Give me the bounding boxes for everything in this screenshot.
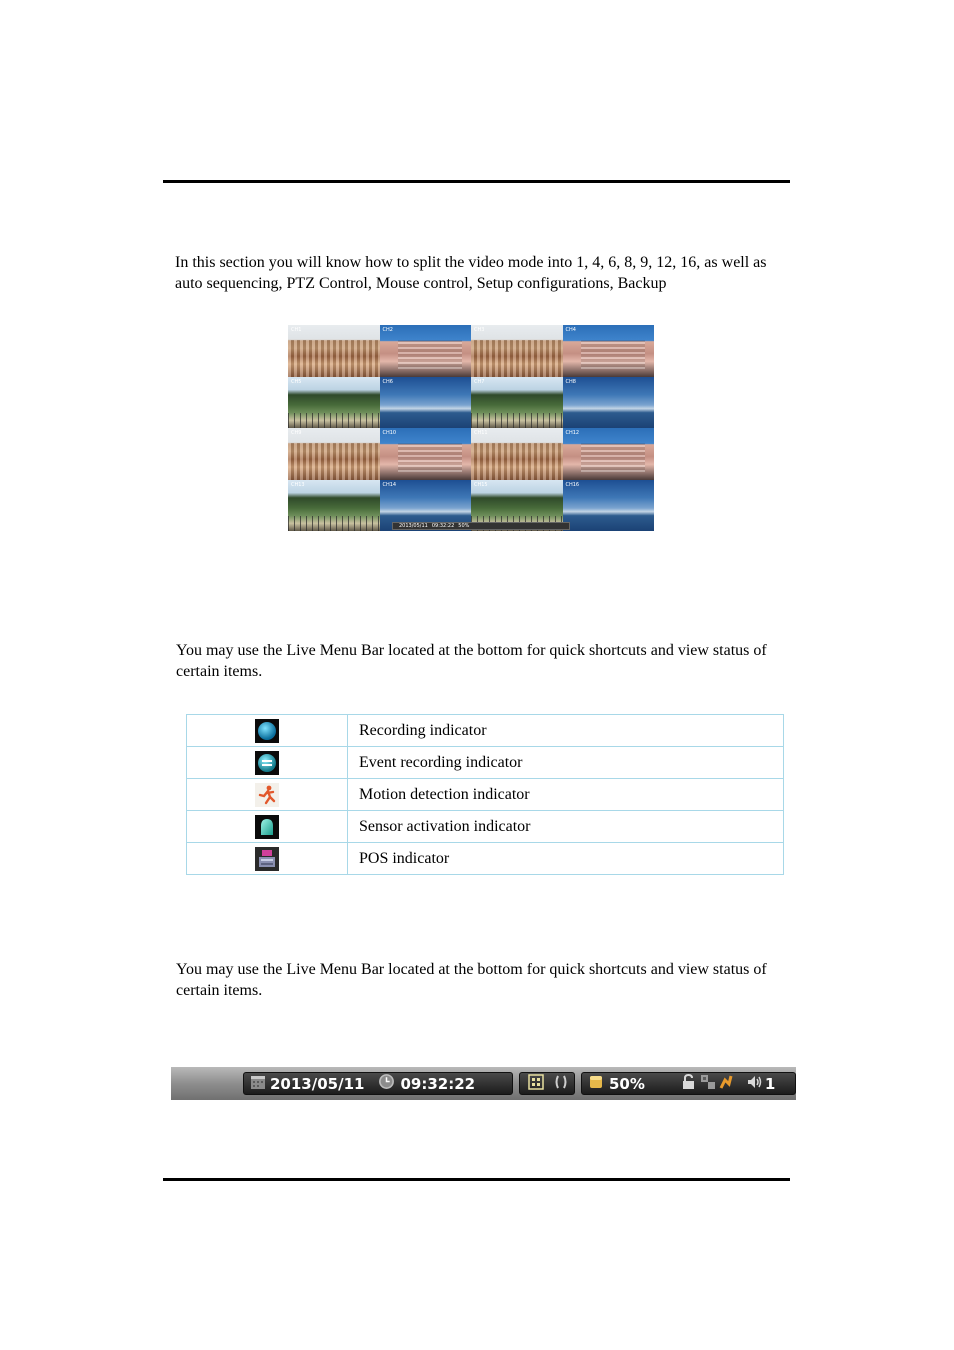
camera-tile: CH10 xyxy=(380,428,472,480)
indicator-label: POS indicator xyxy=(348,843,784,875)
camera-grid-screenshot xyxy=(288,325,654,531)
motion-detection-icon xyxy=(255,783,279,807)
camera-tile: CH7 xyxy=(471,377,563,429)
sensor-activation-icon xyxy=(255,815,279,839)
alarm-icon xyxy=(719,1074,733,1094)
speaker-icon[interactable] xyxy=(747,1074,763,1094)
grid-status-bar xyxy=(392,522,570,530)
camera-tile: CH2 xyxy=(380,325,472,377)
table-row xyxy=(187,747,784,779)
menubar-hdd-usage: 50% xyxy=(609,1074,645,1093)
camera-tile: CH4 xyxy=(563,325,655,377)
indicator-table xyxy=(186,714,784,875)
camera-tile: CH12 xyxy=(563,428,655,480)
live-menu-paragraph-1: You may use the Live Menu Bar located at the bottom for quick shortcuts and view status of certain items. xyxy=(176,642,767,680)
grid-status-date: 2013/05/11 xyxy=(399,523,428,529)
camera-tile: CH15 xyxy=(471,480,563,532)
indicator-label: Event recording indicator xyxy=(348,747,784,779)
menubar-audio-channel: 1 xyxy=(764,1074,776,1093)
hdd-icon xyxy=(588,1074,604,1094)
pos-icon xyxy=(255,847,279,871)
calendar-icon xyxy=(250,1074,266,1094)
camera-tile: CH6 xyxy=(380,377,472,429)
datetime-segment[interactable] xyxy=(243,1072,513,1095)
network-icon xyxy=(700,1074,716,1094)
table-row xyxy=(187,715,784,747)
table-row xyxy=(187,843,784,875)
indicator-label: Recording indicator xyxy=(348,715,784,747)
indicator-label: Motion detection indicator xyxy=(348,779,784,811)
clock-icon xyxy=(378,1073,395,1094)
menubar-time: 09:32:22 xyxy=(400,1074,476,1093)
table-row xyxy=(187,779,784,811)
camera-tile: CH3 xyxy=(471,325,563,377)
indicator-label: Sensor activation indicator xyxy=(348,811,784,843)
camera-tile: CH9 xyxy=(288,428,380,480)
split-view-icon[interactable] xyxy=(528,1074,544,1094)
grid-status-time: 09:32:22 xyxy=(431,523,455,529)
camera-tile: CH13 xyxy=(288,480,380,532)
table-row xyxy=(187,811,784,843)
event-recording-icon xyxy=(255,751,279,775)
live-menu-paragraph-2: You may use the Live Menu Bar located at the bottom for quick shortcuts and view status of certain items. xyxy=(176,961,767,999)
recording-icon xyxy=(255,719,279,743)
intro-paragraph: In this section you will know how to split the video mode into 1, 4, 6, 8, 9, 12, 16, as well as auto sequencing, PTZ Control, Mouse control, Setup configurations, Backup xyxy=(175,254,767,292)
header-rule xyxy=(163,180,790,183)
camera-tile: CH14 xyxy=(380,480,472,532)
camera-tile: CH5 xyxy=(288,377,380,429)
status-segment xyxy=(581,1072,796,1095)
live-menu-bar xyxy=(171,1067,796,1100)
grid-status-hdd: 50% xyxy=(458,523,470,529)
menubar-date: 2013/05/11 xyxy=(270,1074,365,1093)
footer-rule xyxy=(163,1178,790,1181)
camera-tile: CH8 xyxy=(563,377,655,429)
camera-tile: CH1 xyxy=(288,325,380,377)
sequence-icon[interactable] xyxy=(554,1074,568,1094)
view-controls-segment xyxy=(519,1072,575,1095)
lock-icon[interactable] xyxy=(681,1074,696,1094)
camera-tile: CH16 xyxy=(563,480,655,532)
camera-tile: CH11 xyxy=(471,428,563,480)
